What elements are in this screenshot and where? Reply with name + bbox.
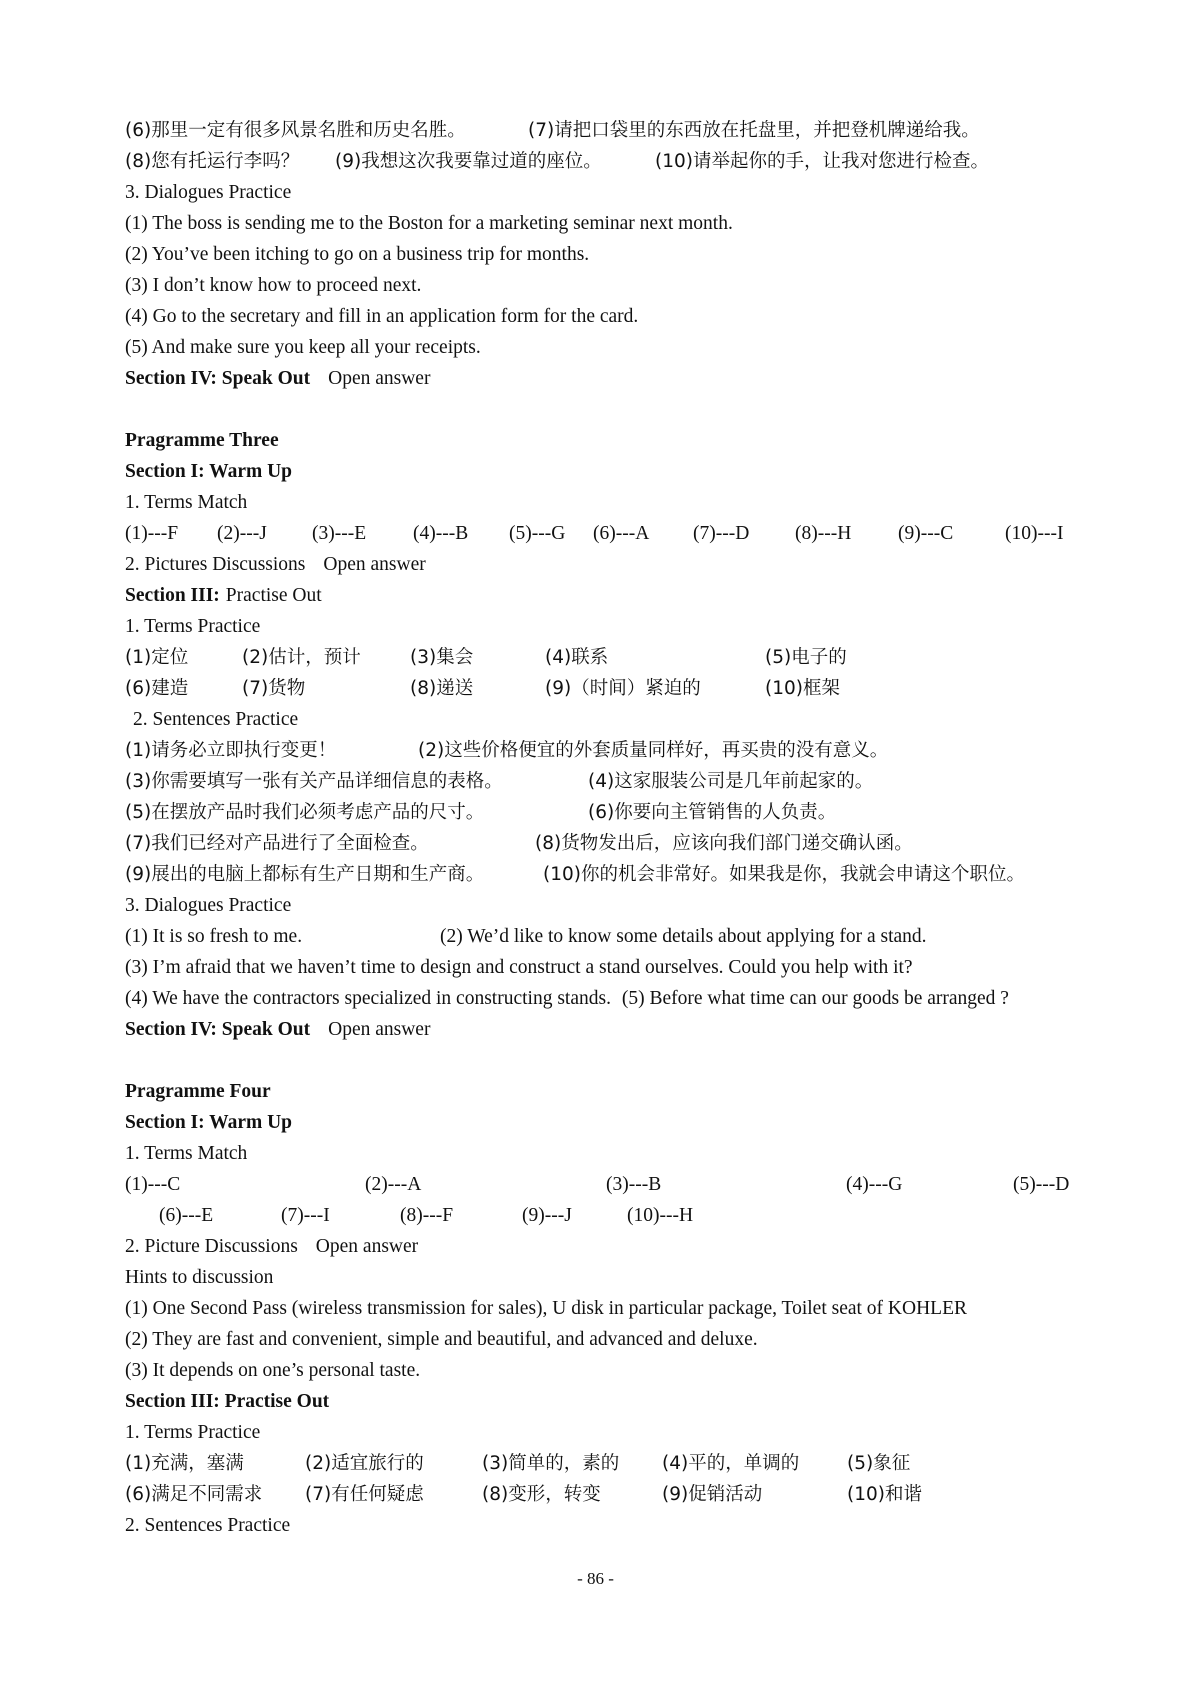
sentence-item: (6)那里一定有很多风景名胜和历史名胜。 [125,120,466,141]
answer-text: Open answer [323,554,426,575]
match-item: (6)---A [593,523,650,544]
sentence-item: (8)货物发出后，应该向我们部门递交确认函。 [535,833,913,854]
sentence-item: (1)请务必立即执行变更！ [125,740,337,761]
match-item: (8)---F [400,1205,454,1226]
page-number: - 86 - [577,1569,614,1588]
sentence-item: (6)你要向主管销售的人负责。 [588,802,837,823]
match-item: (1)---F [125,523,179,544]
term-item: (1)充满，塞满 [125,1453,244,1474]
sentence-item: (8)您有托运行李吗？ [125,151,300,172]
sentence-item: (9)展出的电脑上都标有生产日期和生产商。 [125,864,485,885]
match-item: (7)---I [281,1205,330,1226]
section-label: Section III: [125,585,220,606]
match-item: (3)---E [312,523,367,544]
subsection-heading: 3. Dialogues Practice [125,895,292,916]
term-item: (4)平的，单调的 [662,1453,800,1474]
dialogue-line: (3) I’m afraid that we haven’t time to design and construct a stand ourselves. Could you help with it? [125,957,913,978]
term-item: (3)集会 [410,647,474,668]
hint-line: (1) One Second Pass (wireless transmission for sales), U disk in particular package, Toilet seat of KOHLER [125,1298,967,1319]
term-item: (5)电子的 [765,647,847,668]
sentence-item: (10)你的机会非常好。如果我是你，我就会申请这个职位。 [543,864,1025,885]
subsection-heading: Hints to discussion [125,1267,274,1288]
match-item: (8)---H [795,523,852,544]
match-item: (5)---G [509,523,566,544]
match-item: (5)---D [1013,1174,1070,1195]
subsection-heading: 1. Terms Match [125,1143,248,1164]
subsection-heading: 2. Sentences Practice [125,1515,291,1536]
term-item: (6)满足不同需求 [125,1484,263,1505]
term-item: (8)变形，转变 [482,1484,601,1505]
term-item: (7)货物 [242,678,306,699]
speak-out-row [125,1014,430,1045]
term-item: (10)和谐 [847,1484,922,1505]
term-item: (4)联系 [545,647,609,668]
section-heading [125,580,322,611]
programme-title: Pragramme Four [125,1081,271,1102]
sentence-item: (9)我想这次我要靠过道的座位。 [335,151,602,172]
sentence-item: (7)我们已经对产品进行了全面检查。 [125,833,429,854]
programme-title: Pragramme Three [125,430,279,451]
match-item: (10)---H [627,1205,694,1226]
pictures-row [125,1231,418,1262]
answer-text: Open answer [328,368,431,389]
dialogue-line: (1) The boss is sending me to the Boston for a marketing seminar next month. [125,213,733,234]
term-item: (7)有任何疑虑 [305,1484,424,1505]
match-item: (4)---B [413,523,469,544]
term-item: (3)简单的，素的 [482,1453,620,1474]
match-item: (3)---B [606,1174,662,1195]
subsection-heading: 2. Picture Discussions [125,1236,298,1257]
sentence-item: (7)请把口袋里的东西放在托盘里，并把登机牌递给我。 [528,120,980,141]
dialogue-line: (2) We’d like to know some details about applying for a stand. [440,926,927,947]
dialogue-line: (5) And make sure you keep all your receipts. [125,337,481,358]
term-item: (10)框架 [765,678,840,699]
sentence-item: (5)在摆放产品时我们必须考虑产品的尺寸。 [125,802,485,823]
dialogue-line: (3) I don’t know how to proceed next. [125,275,422,296]
hint-line: (2) They are fast and convenient, simple and beautiful, and advanced and deluxe. [125,1329,758,1350]
match-item: (2)---J [217,523,267,544]
subsection-heading: 2. Sentences Practice [133,709,299,730]
section-heading: Section III: Practise Out [125,1391,330,1412]
section-value: Practise Out [225,585,322,606]
match-item: (9)---J [522,1205,572,1226]
term-item: (5)象征 [847,1453,911,1474]
match-item: (1)---C [125,1174,181,1195]
dialogue-line: (4) Go to the secretary and fill in an application form for the card. [125,306,639,327]
hint-line: (3) It depends on one’s personal taste. [125,1360,421,1381]
term-item: (8)递送 [410,678,474,699]
section-heading: Section IV: Speak Out [125,1019,311,1040]
term-item: (6)建造 [125,678,189,699]
subsection-heading: 1. Terms Practice [125,1422,261,1443]
sentence-item: (10)请举起你的手，让我对您进行检查。 [655,151,989,172]
sentence-item: (3)你需要填写一张有关产品详细信息的表格。 [125,771,503,792]
match-item: (9)---C [898,523,954,544]
dialogue-line: (4) We have the contractors specialized in constructing stands. [125,988,611,1009]
subsection-heading: 2. Pictures Discussions [125,554,306,575]
term-item: (2)估计，预计 [242,647,361,668]
term-item: (9)促销活动 [662,1484,763,1505]
term-item: (2)适宜旅行的 [305,1453,424,1474]
speak-out-row [125,363,430,394]
subsection-heading: 3. Dialogues Practice [125,182,292,203]
match-item: (10)---I [1005,523,1064,544]
term-item: (1)定位 [125,647,189,668]
section-heading: Section I: Warm Up [125,461,293,482]
section-heading: Section I: Warm Up [125,1112,293,1133]
section-heading: Section IV: Speak Out [125,368,311,389]
dialogue-row [125,983,1009,1014]
subsection-heading: 1. Terms Practice [125,616,261,637]
match-item: (7)---D [693,523,750,544]
dialogue-line: (2) You’ve been itching to go on a business trip for months. [125,244,590,265]
answer-text: Open answer [328,1019,431,1040]
match-item: (2)---A [365,1174,422,1195]
term-item: (9)（时间）紧迫的 [545,678,701,699]
sentence-item: (4)这家服装公司是几年前起家的。 [588,771,874,792]
pictures-row [125,549,426,580]
sentence-item: (2)这些价格便宜的外套质量同样好，再买贵的没有意义。 [418,740,889,761]
match-item: (4)---G [846,1174,903,1195]
dialogue-line: (5) Before what time can our goods be arranged ? [621,988,1009,1009]
answer-text: Open answer [315,1236,419,1257]
dialogue-line: (1) It is so fresh to me. [125,926,303,947]
match-item: (6)---E [159,1205,214,1226]
subsection-heading: 1. Terms Match [125,492,248,513]
